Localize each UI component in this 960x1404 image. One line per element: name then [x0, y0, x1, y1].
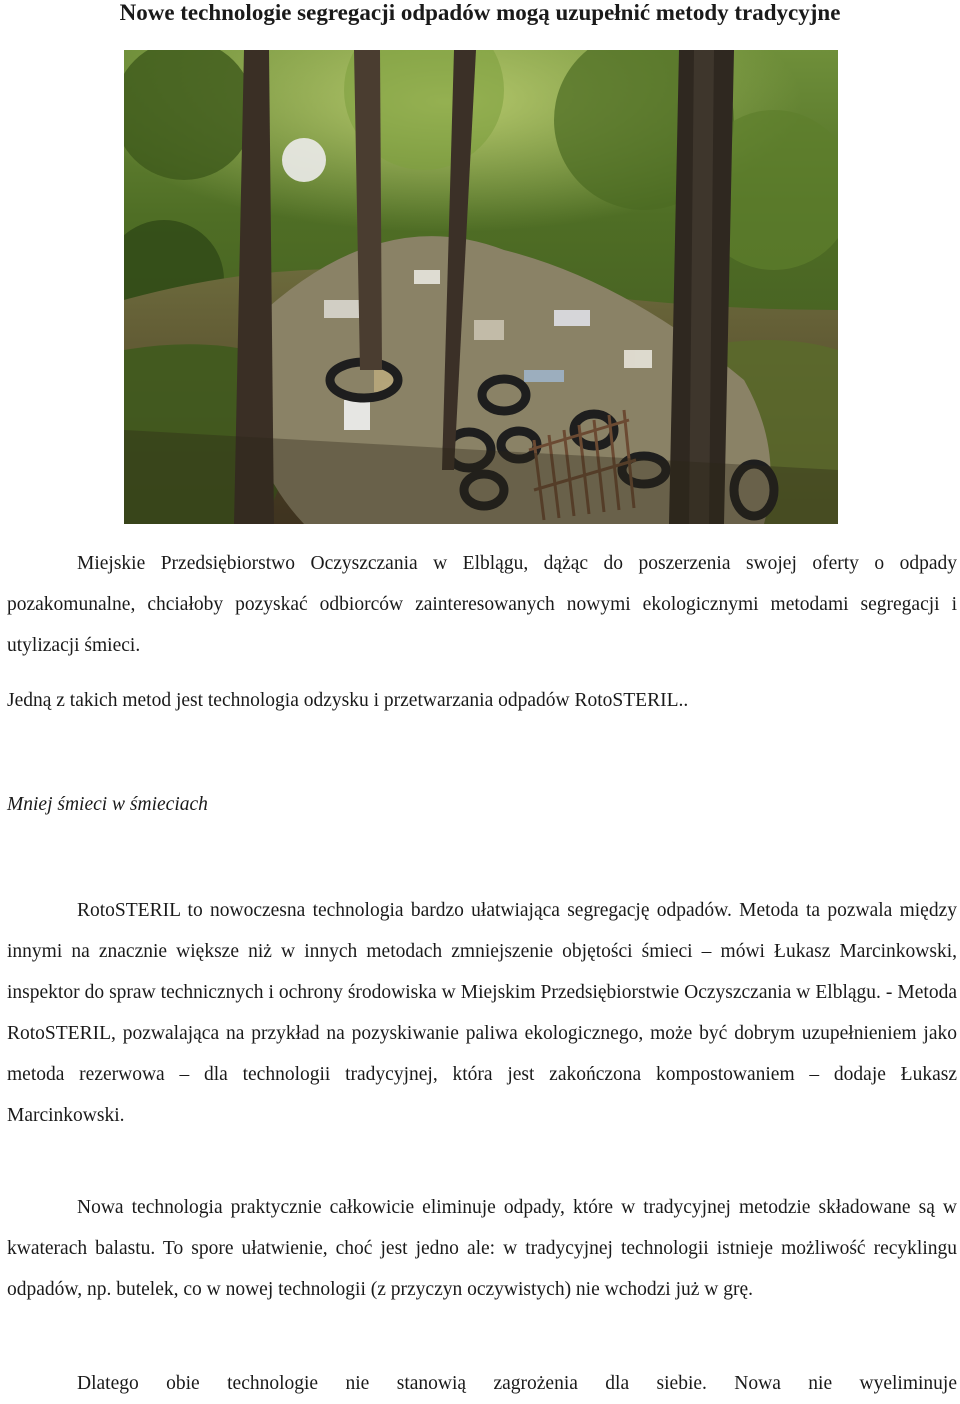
paragraph-method: Jedną z takich metod jest technologia odzysku i przetwarzania odpadów RotoSTERIL.. — [7, 690, 689, 711]
paragraph-rotosteril: RotoSTERIL to nowoczesna technologia bardzo ułatwiająca segregację odpadów. Metoda ta pozwala między innymi na znacznie większe niż w innych metodach zmniejszenie objętości śmieci – mówi Łukasz Marcinkowski, inspektor do spraw technicznych i ochrony środowiska w Miejskim Przedsiębiorstwie Oczyszczania w Elblągu. - Metoda RotoSTERIL, pozwalająca na przykład na pozyskiwanie paliwa ekologicznego, może być dobrym uzupełnieniem jako metoda rezerwowa – dla technologii tradycyjnej, która jest zakończona kompostowaniem – dodaje Łukasz Marcinkowski. — [7, 900, 957, 1126]
forest-waste-photo — [124, 50, 838, 524]
paragraph-new-technology: Nowa technologia praktycznie całkowicie eliminuje odpady, które w tradycyjnej metodzie składowane są w kwaterach balastu. To spore ułatwienie, choć jest jedno ale: w tradycyjnej technologii istnieje możliwość recyklingu odpadów, np. butelek, co w nowej technologii (z przyczyn oczywistych) nie wchodzi już w grę. — [7, 1197, 957, 1300]
paragraph-intro: Miejskie Przedsiębiorstwo Oczyszczania w Elblągu, dążąc do poszerzenia swojej oferty o odpady pozakomunalne, chciałoby pozyskać odbiorców zainteresowanych nowymi ekologicznymi metodami segregacji i utylizacji śmieci. — [7, 553, 957, 656]
subheading: Mniej śmieci w śmieciach — [7, 794, 208, 815]
paragraph-conclusion: Dlatego obie technologie nie stanowią zagrożenia dla siebie. Nowa nie wyeliminuje — [77, 1373, 957, 1394]
page-title: Nowe technologie segregacji odpadów mogą uzupełnić metody tradycyjne — [119, 0, 841, 25]
